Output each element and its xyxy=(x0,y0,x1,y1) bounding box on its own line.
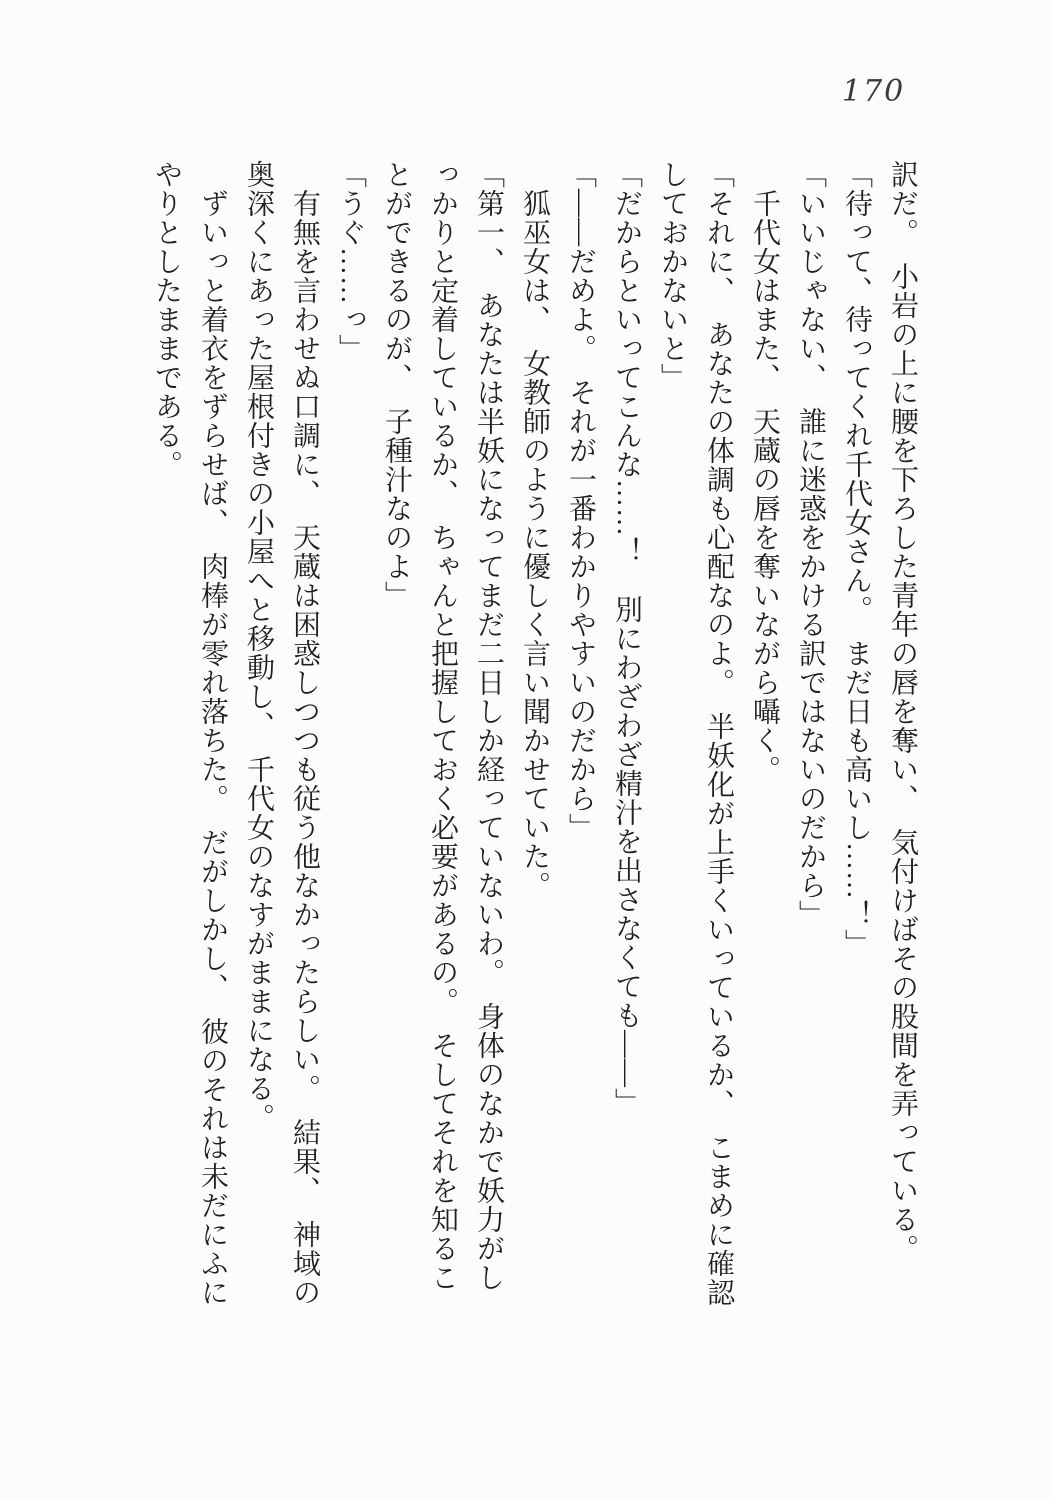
text-line: 「だからといってこんな……！ 別にわざわざ精汁を出さなくても――」 xyxy=(611,160,642,1117)
text-line: っかりと定着しているか、 ちゃんと把握しておく必要があるの。 そしてそれを知るこ xyxy=(427,160,458,1292)
text-line: 奥深くにあった屋根付きの小屋へと移動し、 千代女のなすがままになる。 xyxy=(243,160,274,1132)
text-line: とができるのが、 子種汁なのよ」 xyxy=(381,160,412,610)
text-line: ずいっと着衣をずらせば、 肉棒が零れ落ちた。 だがしかし、 彼のそれは未だにふに xyxy=(197,160,228,1307)
text-line: 「それに、 あなたの体調も心配なのよ。 半妖化が上手くいっているか、 こまめに確認 xyxy=(703,160,734,1307)
text-line: 千代女はまた、 天蔵の唇を奪いながら囁く。 xyxy=(749,160,780,784)
text-line: 「待って、待ってくれ千代女さん。 まだ日も高いし……！」 xyxy=(841,160,872,958)
text-line: 「うぐ……っ」 xyxy=(335,160,366,363)
text-line: 狐巫女は、 女教師のように優しく言い聞かせていた。 xyxy=(519,160,550,900)
text-line: 有無を言わせぬ口調に、 天蔵は困惑しつつも従う他なかったらしい。 結果、 神域の xyxy=(289,160,320,1307)
page-number: 170 xyxy=(842,74,906,109)
text-line: やりとしたままである。 xyxy=(151,160,182,479)
text-line: 「いいじゃない、 誰に迷惑をかける訳ではないのだから」 xyxy=(795,160,826,929)
text-line: しておかないと」 xyxy=(657,160,688,392)
text-line: 「第一、 あなたは半妖になってまだ二日しか経っていないわ。 身体のなかで妖力がし xyxy=(473,160,504,1292)
text-block xyxy=(143,160,925,1370)
text-line: 「――だめよ。 それが一番わかりやすいのだから」 xyxy=(565,160,596,842)
text-line: 訳だ。 小岩の上に腰を下ろした青年の唇を奪い、 気付けばその股間を弄っている。 xyxy=(887,160,918,1263)
